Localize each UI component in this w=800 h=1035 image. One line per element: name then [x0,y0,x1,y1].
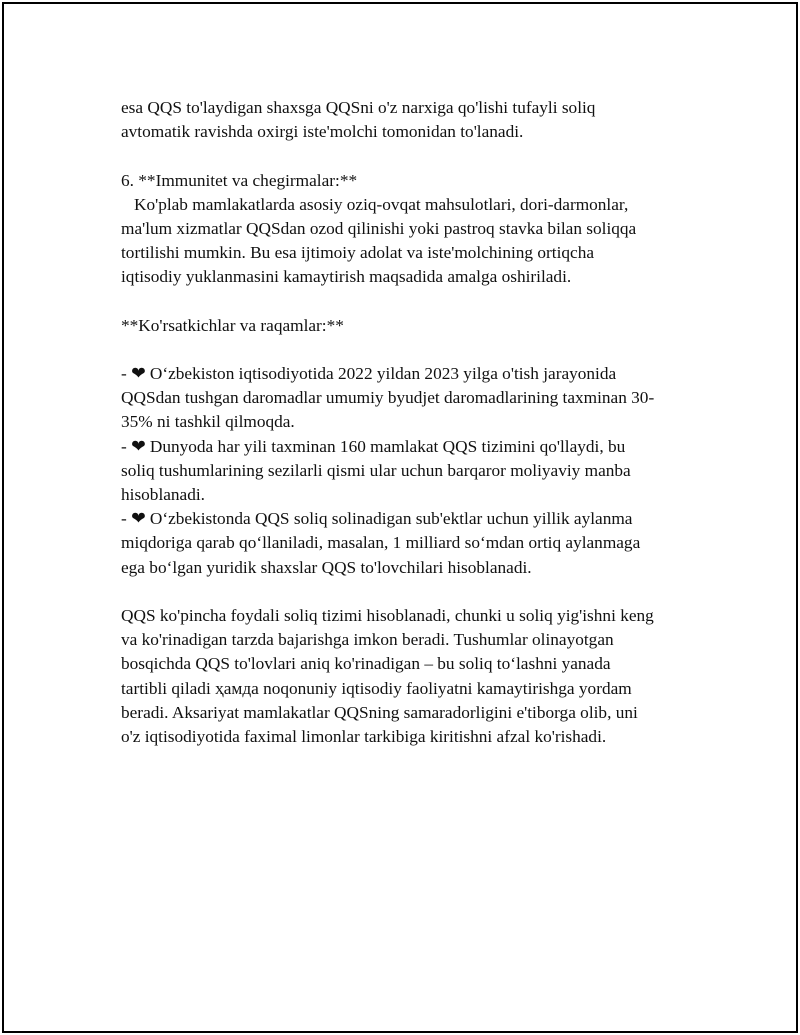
paragraph-conclusion [121,604,696,749]
text-line: QQS ko'pincha foydali soliq tizimi hisoblanadi, chunki u soliq yig'ishni keng [121,605,654,625]
paragraph-gap [121,144,696,168]
list-item: - ❤ O‘zbekiston iqtisodiyotida 2022 yildan 2023 yilga o'tish jarayonida [121,364,617,384]
text-line: bosqichda QQS to'lovlari aniq ko'rinadigan – bu soliq to‘lashni yanada [121,654,611,674]
text-line: miqdoriga qarab qo‘llaniladi, masalan, 1 milliard so‘mdan ortiq aylanmaga [121,533,641,553]
text-line: beradi. Aksariyat mamlakatlar QQSning samaradorligini e'tiborga olib, uni [121,702,638,722]
text-line: tortilishi mumkin. Bu esa ijtimoiy adolat va iste'molchining ortiqcha [121,243,595,263]
paragraph-continuation [121,96,696,144]
text-line: iqtisodiy yuklanmasini kamaytirish maqsadida amalga oshiriladi. [121,267,572,287]
text-line: esa QQS to'laydigan shaxsga QQSni o'z narxiga qo'lishi tufayli soliq [121,98,596,117]
text-line: Ko'plab mamlakatlarda asosiy oziq-ovqat mahsulotlari, dori-darmonlar, [121,194,629,214]
text-line: QQSdan tushgan daromadlar umumiy byudjet daromadlarining taxminan 30- [121,388,655,408]
text-line: o'z iqtisodiyotida faximal limonlar tarkibiga kiritishni afzal ko'rishadi. [121,726,607,746]
text-line: 35% ni tashkil qilmoqda. [121,412,295,432]
text-line: avtomatik ravishda oxirgi iste'molchi tomonidan to'lanadi. [121,122,524,142]
text-line: va ko'rinadigan tarzda bajarishga imkon beradi. Tushumlar olinayotgan [121,630,614,650]
text-line: ega bo‘lgan yuridik shaxslar QQS to'lovchilari hisoblanadi. [121,557,532,577]
list-item: - ❤ O‘zbekistonda QQS soliq solinadigan sub'ektlar uchun yillik aylanma [121,509,633,529]
paragraph-gap [121,580,696,604]
paragraph-gap [121,338,696,362]
page-frame [2,2,798,1033]
text-line: hisoblanadi. [121,485,205,504]
section-heading: 6. **Immunitet va chegirmalar:** [121,170,358,190]
section-heading: **Ko'rsatkichlar va raqamlar:** [121,315,344,335]
bullet-list [121,362,696,580]
paragraph-indicators-heading [121,314,696,338]
paragraph-immunity [121,169,696,290]
paragraph-gap [121,290,696,314]
document-body [121,96,696,749]
list-item: - ❤ Dunyoda har yili taxminan 160 mamlakat QQS tizimini qo'llaydi, bu [121,436,626,456]
text-line: soliq tushumlarining sezilarli qismi ular uchun barqaror moliyaviy manba [121,460,631,480]
text-line: tartibli qiladi ҳамда noqonuniy iqtisodiy faoliyatni kamaytirishga yordam [121,678,632,698]
text-line: ma'lum xizmatlar QQSdan ozod qilinishi yoki pastroq stavka bilan soliqqa [121,218,637,238]
